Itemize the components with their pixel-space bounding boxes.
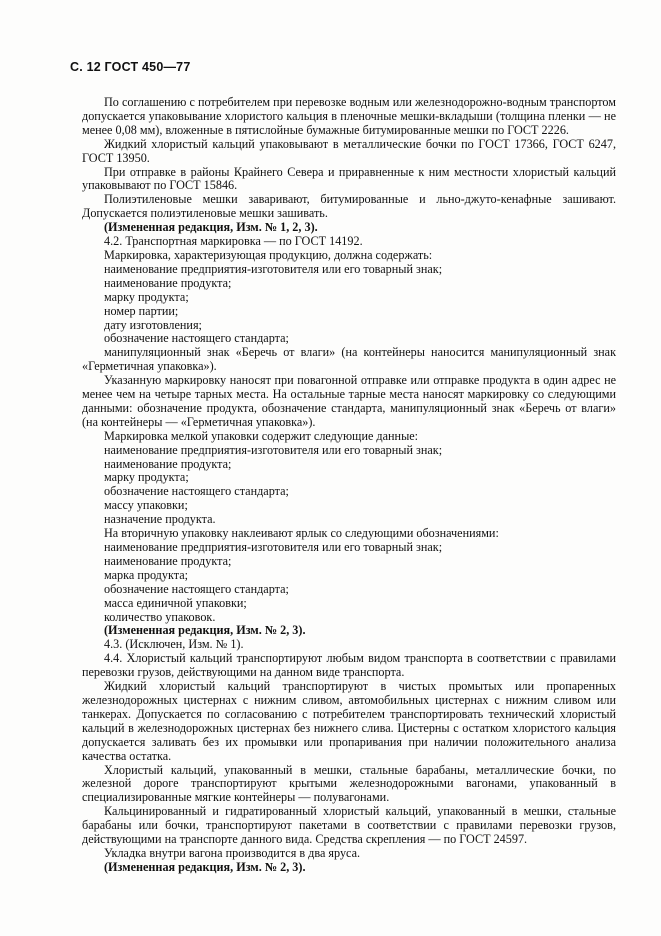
document-body — [82, 96, 616, 875]
paragraph: 4.2. Транспортная маркировка — по ГОСТ 14192. — [104, 234, 363, 249]
paragraph: На вторичную упаковку наклеивают ярлык со следующими обозначениями: — [104, 526, 499, 541]
paragraph: Жидкий хлористый кальций упаковывают в металлические бочки по ГОСТ 17366, ГОСТ 6247, ГОСТ 13950. — [82, 136, 616, 165]
paragraph: обозначение настоящего стандарта; — [104, 484, 289, 499]
paragraph: Маркировка, характеризующая продукцию, должна содержать: — [104, 247, 433, 262]
paragraph: дату изготовления; — [104, 317, 202, 332]
paragraph: наименование предприятия-изготовителя или его товарный знак; — [104, 261, 443, 276]
paragraph: Маркировка мелкой упаковки содержит следующие данные: — [104, 428, 419, 443]
paragraph: марка продукта; — [104, 567, 189, 582]
amendment-note: (Измененная редакция, Изм. № 2, 3). — [104, 623, 306, 638]
paragraph: Хлористый кальций, упакованный в мешки, стальные барабаны, металлические бочки, по железной дороге транспортируют крытыми железнодорожными вагонами, упакованный в специализированные мягкие контейнеры — полувагонами. — [82, 762, 616, 805]
paragraph: Укладка внутри вагона производится в два яруса. — [104, 845, 361, 860]
paragraph: По соглашению с потребителем при перевозке водным или железнодорожно-водным транспортом допускается упаковывание хлористого кальция в пленочные мешки-вкладыши (толщина пленки — не менее 0,08 мм), вложенные в пятислойные бумажные битумированные мешки по ГОСТ 2226. — [82, 95, 616, 137]
paragraph: обозначение настоящего стандарта; — [104, 331, 289, 346]
paragraph: Жидкий хлористый кальций транспортируют в чистых промытых или пропаренных железнодорожных цистернах с нижним сливом, автомобильных цистернах с нижним сливом или танкерах. Допускается по согласованию с потребителем транспортировать технический хлористый кальций в железнодорожных цистернах без нижнего слива. Цистерны с остатком хлористого кальция допускается заливать без их промывки или пропаривания при наличии положительного анализа качества остатка. — [82, 679, 616, 763]
paragraph: Указанную маркировку наносят при повагонной отправке или отправке продукта в один адрес не менее чем на четыре тарных места. На остальные тарные места наносят маркировку со следующими данными: обозначение продукта, обозначение стандарта, манипуляционный знак «Беречь от влаги» (на контейнеры — «Герметичная упаковка»). — [82, 373, 616, 429]
paragraph: При отправке в районы Крайнего Севера и приравненные к ним местности хлористый кальций упаковывают по ГОСТ 15846. — [82, 164, 616, 193]
paragraph: марку продукта; — [104, 470, 189, 485]
paragraph: наименование предприятия-изготовителя или его товарный знак; — [104, 540, 443, 554]
paragraph: наименование продукта; — [104, 553, 232, 568]
paragraph: наименование продукта; — [104, 456, 232, 471]
paragraph: обозначение настоящего стандарта; — [104, 581, 289, 596]
paragraph: Кальцинированный и гидратированный хлористый кальций, упакованный в мешки, стальные барабаны или бочки, транспортируют пакетами в соответствии с правилами перевозки грузов, действующими на транспорте данного вида. Средства скрепления — по ГОСТ 24597. — [82, 804, 616, 847]
page-header: С. 12 ГОСТ 450—77 — [70, 60, 191, 74]
paragraph: 4.3. (Исключен, Изм. № 1). — [104, 637, 244, 652]
paragraph: масса единичной упаковки; — [104, 595, 247, 610]
amendment-note: (Измененная редакция, Изм. № 2, 3). — [104, 859, 306, 874]
paragraph: наименование продукта; — [104, 275, 232, 290]
paragraph: назначение продукта. — [104, 512, 216, 527]
paragraph: манипуляционный знак «Беречь от влаги» (на контейнеры наносится манипуляционный знак «Герметичная упаковка»). — [82, 345, 616, 374]
paragraph: марку продукта; — [104, 289, 189, 304]
paragraph: Полиэтиленовые мешки заваривают, битумированные и льно-джуто-кенафные зашивают. Допускается полиэтиленовые мешки зашивать. — [82, 192, 616, 221]
paragraph: 4.4. Хлористый кальций транспортируют любым видом транспорта в соответствии с правилами перевозки грузов, действующими на данном виде транспорта. — [82, 651, 616, 680]
paragraph: наименование предприятия-изготовителя или его товарный знак; — [104, 442, 443, 457]
amendment-note: (Измененная редакция, Изм. № 1, 2, 3). — [104, 220, 318, 235]
paragraph: массу упаковки; — [104, 498, 188, 513]
paragraph: номер партии; — [104, 303, 179, 318]
paragraph: количество упаковок. — [104, 609, 216, 624]
